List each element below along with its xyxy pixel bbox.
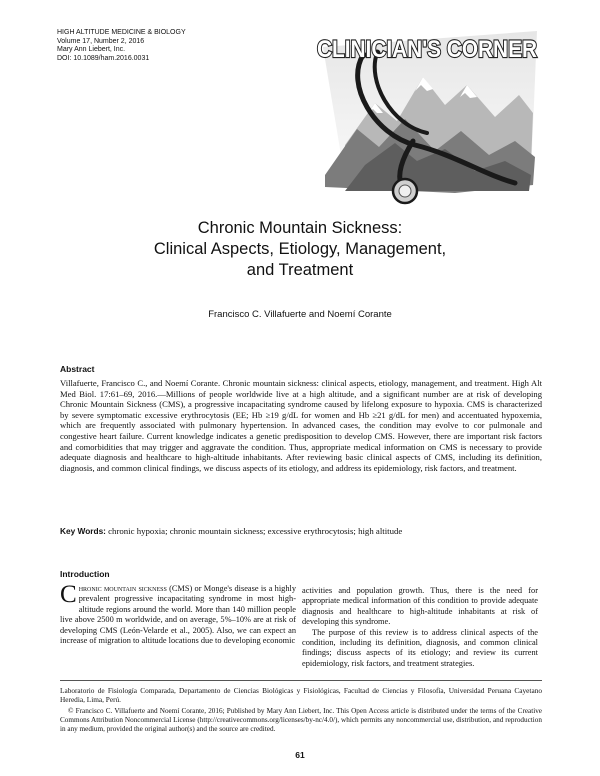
title-line-3: and Treatment [246,261,354,279]
copyright-notice: © Francisco C. Villafuerte and Noemí Corante, 2016; Published by Mary Ann Liebert, Inc. This Open Access article is distributed under the terms of the Creative Commons Attribution Noncommercial License (http://creativecommons.org/licenses/by-nc/4.0/), which permits any noncommercial use, distribution, and reproduction in any medium, provided the original author(s) and the source are credited. [60,707,542,733]
title-line-2: Clinical Aspects, Etiology, Management, [153,240,447,258]
page-number: 61 [295,750,305,760]
journal-issue: Volume 17, Number 2, 2016 [57,37,145,45]
intro-paragraph-1: (CMS) or Monge's disease is a highly prevalent progressive incapacitating syndrome in most high-altitude regions around the world. More than 140 million people live above 2500 m worldwide, and on average, 5%–10% are at risk of developing CMS (León-Velarde et al., 2005). Also, we can expect an increase of migration to altitude locations due to developing economic [60,584,297,646]
keywords [60,526,542,537]
introduction-column-right [302,586,538,669]
journal-header [57,29,257,63]
intro-paragraph-1-continued: activities and population growth. Thus, there is the need for appropriate medical information of this condition to provide adequate diagnosis and healthcare to high-altitude inhabitants at risk of developing this syndrome. [302,586,538,627]
title-line-1: Chronic Mountain Sickness: [197,219,403,237]
keywords-label: Key Words: [60,526,106,536]
mountain-stethoscope-illustration [305,25,545,205]
drop-cap: C [60,581,77,608]
keywords-text: chronic hypoxia; chronic mountain sickness; excessive erythrocytosis; high altitude [108,526,403,536]
abstract-heading: Abstract [60,364,95,374]
footnote-divider [60,680,542,681]
journal-name: HIGH ALTITUDE MEDICINE & BIOLOGY [57,29,186,36]
abstract-body: Villafuerte, Francisco C., and Noemí Corante. Chronic mountain sickness: clinical aspects, etiology, management, and treatment. High Alt Med Biol. 17:61–69, 2016.—Millions of people worldwide live at a high altitude, and a significant number are at risk of developing Chronic Mountain Sickness (CMS), a progressive incapacitating syndrome caused by lifelong exposure to hypoxia. CMS is characterized by severe symptomatic excessive erythrocytosis (EE; Hb ≥19 g/dL for women and Hb ≥21 g/dL for men) and accentuated hypoxemia, which are frequently associated with pulmonary hypertension. In advanced cases, the condition may evolve to cor pulmonale and congestive heart failure. Current knowledge indicates a genetic predisposition to develop CMS. However, there are important risk factors and comorbidities that may trigger and aggravate the condition. Thus, appropriate medical information on CMS is necessary to provide adequate diagnosis and healthcare to high-altitude inhabitants. After reviewing basic clinical aspects of CMS, including its definition, diagnosis, and common clinical findings, we discuss aspects of its etiology, and address its epidemiology, risk factors, and treatment. [60,378,542,473]
article-authors: Francisco C. Villafuerte and Noemí Corante [208,309,392,320]
introduction-heading: Introduction [60,569,110,579]
intro-paragraph-2: The purpose of this review is to address clinical aspects of the condition, including its definition, diagnosis, and common clinical findings; discuss aspects of its etiology; and review its current epidemiology, risk factors, and treatment strategies. [302,627,538,668]
clinicians-corner-banner [305,25,545,205]
introduction-column-left [60,581,297,646]
author-affiliation: Laboratorio de Fisiología Comparada, Departamento de Ciencias Biológicas y Fisiológicas, Facultad de Ciencias y Filosofía, Universidad Peruana Cayetano Heredia, Lima, Perú. [60,686,542,704]
journal-publisher: Mary Ann Liebert, Inc. [57,46,126,54]
banner-title: CLINICIAN'S CORNER [317,36,537,63]
article-title [60,218,540,281]
journal-doi: DOI: 10.1089/ham.2016.0031 [57,54,150,62]
lead-smallcaps: hronic mountain sickness [78,584,167,593]
